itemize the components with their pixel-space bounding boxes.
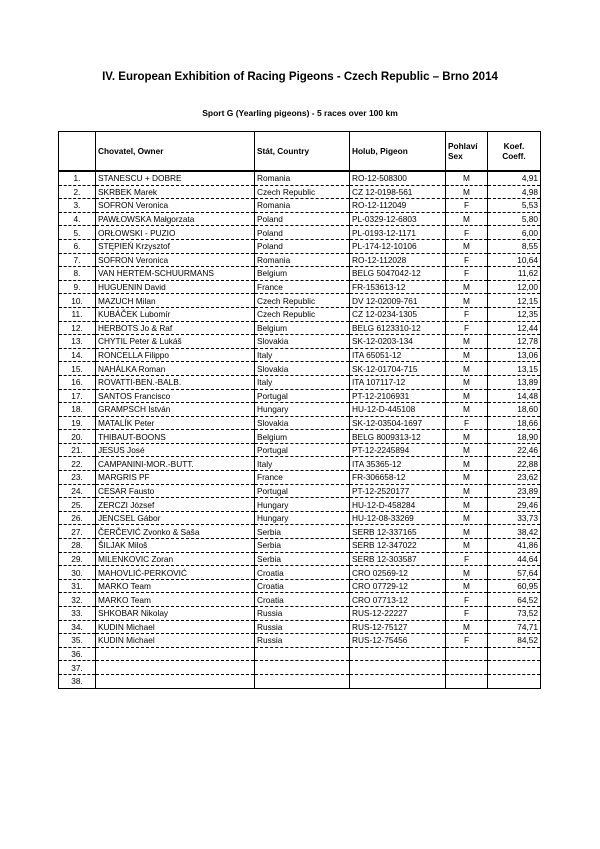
pigeon-cell: DV 12-02009-761	[350, 294, 446, 308]
sex-cell: M	[446, 348, 488, 362]
row-number: 6.	[59, 239, 96, 253]
table-row	[59, 471, 541, 485]
country-cell	[255, 661, 350, 675]
row-number: 11.	[59, 307, 96, 321]
sex-cell: F	[446, 307, 488, 321]
table-row	[59, 362, 541, 376]
table-row	[59, 579, 541, 593]
sex-cell: M	[446, 430, 488, 444]
sex-cell: F	[446, 634, 488, 648]
country-cell: Russia	[255, 607, 350, 621]
coefficient-cell: 12,78	[488, 335, 541, 349]
row-number: 30.	[59, 566, 96, 580]
coefficient-cell: 64,52	[488, 593, 541, 607]
coefficient-cell: 41,86	[488, 539, 541, 553]
owner-cell: SHKOBAR Nikolay	[96, 607, 255, 621]
header-koef-line1: Koef.	[503, 141, 525, 151]
header-sex	[446, 132, 488, 172]
owner-cell: THIBAUT-BOONS	[96, 430, 255, 444]
row-number: 17.	[59, 389, 96, 403]
row-number: 15.	[59, 362, 96, 376]
owner-cell: STANESCU + DOBRE	[96, 171, 255, 185]
coefficient-cell: 12,00	[488, 280, 541, 294]
row-number: 24.	[59, 484, 96, 498]
coefficient-cell: 23,62	[488, 471, 541, 485]
row-number: 16.	[59, 375, 96, 389]
table-row	[59, 199, 541, 213]
row-number: 33.	[59, 607, 96, 621]
pigeon-cell	[350, 661, 446, 675]
coefficient-cell: 23,89	[488, 484, 541, 498]
table-row	[59, 511, 541, 525]
table-row	[59, 280, 541, 294]
table-row	[59, 375, 541, 389]
owner-cell: CESAR Fausto	[96, 484, 255, 498]
country-cell	[255, 674, 350, 688]
table-row	[59, 443, 541, 457]
row-number: 14.	[59, 348, 96, 362]
table-row	[59, 171, 541, 185]
table-row	[59, 389, 541, 403]
owner-cell: CHYTIL Peter & Lukáš	[96, 335, 255, 349]
pigeon-cell: BELG 6123310-12	[350, 321, 446, 335]
owner-cell: JENCSEL Gábor	[96, 511, 255, 525]
sex-cell: M	[446, 212, 488, 226]
pigeon-cell: HU-12-D-458284	[350, 498, 446, 512]
sex-cell: F	[446, 416, 488, 430]
sex-cell: M	[446, 525, 488, 539]
country-cell: Czech Republic	[255, 185, 350, 199]
row-number: 38.	[59, 674, 96, 688]
coefficient-cell: 12,35	[488, 307, 541, 321]
owner-cell: VAN HERTEM-SCHUURMANS	[96, 267, 255, 281]
sex-cell	[446, 661, 488, 675]
country-cell: Slovakia	[255, 362, 350, 376]
pigeon-cell: CRO 02569-12	[350, 566, 446, 580]
row-number: 3.	[59, 199, 96, 213]
results-table	[58, 131, 541, 689]
sex-cell: M	[446, 375, 488, 389]
country-cell: Romania	[255, 171, 350, 185]
row-number: 4.	[59, 212, 96, 226]
document-title: IV. European Exhibition of Racing Pigeons - Czech Republic – Brno 2014	[102, 71, 498, 83]
sex-cell: M	[446, 566, 488, 580]
row-number: 27.	[59, 525, 96, 539]
pigeon-cell: CZ 12-0198-561	[350, 185, 446, 199]
table-row	[59, 620, 541, 634]
country-cell: Croatia	[255, 579, 350, 593]
owner-cell	[96, 647, 255, 661]
sex-cell: F	[446, 607, 488, 621]
row-number: 8.	[59, 267, 96, 281]
country-cell: Serbia	[255, 539, 350, 553]
country-cell: Russia	[255, 620, 350, 634]
pigeon-cell: SK-12-01704-715	[350, 362, 446, 376]
table-row	[59, 525, 541, 539]
row-number: 34.	[59, 620, 96, 634]
table-row	[59, 403, 541, 417]
country-cell: Belgium	[255, 267, 350, 281]
pigeon-cell: PT-12-2520177	[350, 484, 446, 498]
header-country: Stát, Country	[255, 132, 350, 172]
row-number: 12.	[59, 321, 96, 335]
owner-cell: MARKO Team	[96, 593, 255, 607]
table-row	[59, 539, 541, 553]
owner-cell: MARGRIS PF	[96, 471, 255, 485]
sex-cell: M	[446, 471, 488, 485]
owner-cell: SKRBEK Marek	[96, 185, 255, 199]
owner-cell: MARKO Team	[96, 579, 255, 593]
pigeon-cell: BELG 8009313-12	[350, 430, 446, 444]
table-row	[59, 185, 541, 199]
sex-cell: M	[446, 389, 488, 403]
row-number: 23.	[59, 471, 96, 485]
country-cell: Poland	[255, 226, 350, 240]
owner-cell: ČERČEVIĆ Zvonko & Saša	[96, 525, 255, 539]
table-row	[59, 634, 541, 648]
coefficient-cell: 12,44	[488, 321, 541, 335]
owner-cell: ZERCZI József	[96, 498, 255, 512]
table-row	[59, 457, 541, 471]
owner-cell: CAMPANINI-MOR.-BUTT.	[96, 457, 255, 471]
country-cell: Hungary	[255, 498, 350, 512]
table-header-row	[59, 132, 541, 172]
pigeon-cell: ITA 35365-12	[350, 457, 446, 471]
table-row	[59, 239, 541, 253]
coefficient-cell: 13,06	[488, 348, 541, 362]
country-cell	[255, 647, 350, 661]
table-row	[59, 321, 541, 335]
country-cell: Belgium	[255, 321, 350, 335]
owner-cell: KUDIN Michael	[96, 634, 255, 648]
coefficient-cell: 6,00	[488, 226, 541, 240]
owner-cell: MAZUCH Milan	[96, 294, 255, 308]
owner-cell: SOFRON Veronica	[96, 199, 255, 213]
table-row	[59, 647, 541, 661]
country-cell: Italy	[255, 457, 350, 471]
owner-cell: STĘPIEŃ Krzysztof	[96, 239, 255, 253]
coefficient-cell: 57,64	[488, 566, 541, 580]
sex-cell: M	[446, 539, 488, 553]
owner-cell	[96, 661, 255, 675]
country-cell: Czech Republic	[255, 294, 350, 308]
coefficient-cell: 22,46	[488, 443, 541, 457]
sex-cell: M	[446, 498, 488, 512]
sex-cell: M	[446, 185, 488, 199]
row-number: 1.	[59, 171, 96, 185]
country-cell: France	[255, 471, 350, 485]
coefficient-cell	[488, 661, 541, 675]
country-cell: Romania	[255, 253, 350, 267]
table-row	[59, 566, 541, 580]
row-number: 18.	[59, 403, 96, 417]
country-cell: Slovakia	[255, 416, 350, 430]
owner-cell: SOFRON Veronica	[96, 253, 255, 267]
table-row	[59, 498, 541, 512]
row-number: 9.	[59, 280, 96, 294]
owner-cell: ŠILJAK Miloš	[96, 539, 255, 553]
coefficient-cell: 74,71	[488, 620, 541, 634]
table-row	[59, 430, 541, 444]
pigeon-cell: RO-12-112049	[350, 199, 446, 213]
pigeon-cell: FR-153613-12	[350, 280, 446, 294]
row-number: 28.	[59, 539, 96, 553]
sex-cell: M	[446, 457, 488, 471]
header-number	[59, 132, 96, 172]
pigeon-cell: SERB 12-303587	[350, 552, 446, 566]
table-row	[59, 661, 541, 675]
coefficient-cell	[488, 647, 541, 661]
row-number: 35.	[59, 634, 96, 648]
sex-cell: M	[446, 239, 488, 253]
country-cell: Hungary	[255, 403, 350, 417]
pigeon-cell: RO-12-508300	[350, 171, 446, 185]
country-cell: Romania	[255, 199, 350, 213]
owner-cell: RONCELLA Filippo	[96, 348, 255, 362]
country-cell: Slovakia	[255, 335, 350, 349]
coefficient-cell	[488, 674, 541, 688]
pigeon-cell: HU-12-08-33269	[350, 511, 446, 525]
table-row	[59, 416, 541, 430]
table-row	[59, 484, 541, 498]
coefficient-cell: 5,53	[488, 199, 541, 213]
pigeon-cell: SERB 12-347022	[350, 539, 446, 553]
row-number: 13.	[59, 335, 96, 349]
sex-cell: M	[446, 620, 488, 634]
coefficient-cell: 8,55	[488, 239, 541, 253]
sex-cell: M	[446, 294, 488, 308]
pigeon-cell: BELG 5047042-12	[350, 267, 446, 281]
row-number: 36.	[59, 647, 96, 661]
owner-cell: NAHÁLKA Roman	[96, 362, 255, 376]
row-number: 25.	[59, 498, 96, 512]
row-number: 20.	[59, 430, 96, 444]
owner-cell: MAHOVLIĆ-PERKOVIĆ	[96, 566, 255, 580]
coefficient-cell: 84,52	[488, 634, 541, 648]
pigeon-cell: SK-12-03504-1697	[350, 416, 446, 430]
pigeon-cell: PT-12-2245894	[350, 443, 446, 457]
row-number: 32.	[59, 593, 96, 607]
coefficient-cell: 4,91	[488, 171, 541, 185]
sex-cell: F	[446, 226, 488, 240]
owner-cell: KUDIN Michael	[96, 620, 255, 634]
coefficient-cell: 60,95	[488, 579, 541, 593]
sex-cell: M	[446, 335, 488, 349]
pigeon-cell: PL-174-12-10106	[350, 239, 446, 253]
country-cell: Croatia	[255, 593, 350, 607]
country-cell: Poland	[255, 212, 350, 226]
country-cell: Portugal	[255, 484, 350, 498]
row-number: 5.	[59, 226, 96, 240]
coefficient-cell: 18,90	[488, 430, 541, 444]
country-cell: France	[255, 280, 350, 294]
document-subtitle: Sport G (Yearling pigeons) - 5 races over 100 km	[202, 108, 398, 118]
table-row	[59, 212, 541, 226]
table-row	[59, 552, 541, 566]
sex-cell: M	[446, 280, 488, 294]
row-number: 10.	[59, 294, 96, 308]
owner-cell: MILENKOVIC Zoran	[96, 552, 255, 566]
row-number: 7.	[59, 253, 96, 267]
sex-cell: F	[446, 267, 488, 281]
coefficient-cell: 4,98	[488, 185, 541, 199]
pigeon-cell: RUS-12-75456	[350, 634, 446, 648]
country-cell: Serbia	[255, 525, 350, 539]
pigeon-cell: RUS-12-75127	[350, 620, 446, 634]
country-cell: Serbia	[255, 552, 350, 566]
coefficient-cell: 44,64	[488, 552, 541, 566]
sex-cell: M	[446, 443, 488, 457]
country-cell: Russia	[255, 634, 350, 648]
sex-cell: M	[446, 484, 488, 498]
table-row	[59, 593, 541, 607]
coefficient-cell: 73,52	[488, 607, 541, 621]
sex-cell: M	[446, 171, 488, 185]
sex-cell: F	[446, 321, 488, 335]
row-number: 2.	[59, 185, 96, 199]
header-pigeon: Holub, Pigeon	[350, 132, 446, 172]
pigeon-cell: FR-306658-12	[350, 471, 446, 485]
country-cell: Croatia	[255, 566, 350, 580]
owner-cell: HERBOTS Jo & Raf	[96, 321, 255, 335]
table-row	[59, 348, 541, 362]
pigeon-cell: RO-12-112028	[350, 253, 446, 267]
header-coefficient	[488, 132, 541, 172]
header-koef-line2: Coeff.	[502, 151, 526, 161]
header-owner: Chovatel, Owner	[96, 132, 255, 172]
owner-cell: MATALÍK Peter	[96, 416, 255, 430]
owner-cell: ORŁOWSKI - PUZIO	[96, 226, 255, 240]
sex-cell: M	[446, 511, 488, 525]
pigeon-cell: RUS-12-22227	[350, 607, 446, 621]
header-sex-line1: Pohlaví	[448, 141, 478, 151]
coefficient-cell: 18,66	[488, 416, 541, 430]
coefficient-cell: 13,15	[488, 362, 541, 376]
table-row	[59, 335, 541, 349]
row-number: 29.	[59, 552, 96, 566]
pigeon-cell: SK-12-0203-134	[350, 335, 446, 349]
row-number: 21.	[59, 443, 96, 457]
sex-cell: F	[446, 199, 488, 213]
coefficient-cell: 13,89	[488, 375, 541, 389]
sex-cell: M	[446, 403, 488, 417]
pigeon-cell: ITA 107117-12	[350, 375, 446, 389]
pigeon-cell: CRO 07713-12	[350, 593, 446, 607]
table-row	[59, 607, 541, 621]
owner-cell: JESUS José	[96, 443, 255, 457]
row-number: 22.	[59, 457, 96, 471]
owner-cell: KUBÁČEK Lubomír	[96, 307, 255, 321]
row-number: 26.	[59, 511, 96, 525]
pigeon-cell: PL-0193-12-1171	[350, 226, 446, 240]
coefficient-cell: 5,80	[488, 212, 541, 226]
pigeon-cell: ITA 65051-12	[350, 348, 446, 362]
owner-cell: SANTOS Francisco	[96, 389, 255, 403]
table-row	[59, 226, 541, 240]
country-cell: Belgium	[255, 430, 350, 444]
pigeon-cell: PT-12-2106931	[350, 389, 446, 403]
table-row	[59, 267, 541, 281]
table-row	[59, 307, 541, 321]
coefficient-cell: 38,42	[488, 525, 541, 539]
coefficient-cell: 18,60	[488, 403, 541, 417]
sex-cell	[446, 647, 488, 661]
coefficient-cell: 22,88	[488, 457, 541, 471]
pigeon-cell: PL-0329-12-6803	[350, 212, 446, 226]
table-body	[59, 171, 541, 688]
table-row	[59, 294, 541, 308]
owner-cell: ROVATTI-BEN.-BALB.	[96, 375, 255, 389]
pigeon-cell: CZ 12-0234-1305	[350, 307, 446, 321]
country-cell: Portugal	[255, 443, 350, 457]
country-cell: Italy	[255, 375, 350, 389]
table-row	[59, 253, 541, 267]
owner-cell: PAWŁOWSKA Małgorzata	[96, 212, 255, 226]
row-number: 19.	[59, 416, 96, 430]
pigeon-cell	[350, 674, 446, 688]
sex-cell: M	[446, 579, 488, 593]
country-cell: Portugal	[255, 389, 350, 403]
coefficient-cell: 10,64	[488, 253, 541, 267]
pigeon-cell: HU-12-D-445108	[350, 403, 446, 417]
sex-cell: F	[446, 552, 488, 566]
country-cell: Czech Republic	[255, 307, 350, 321]
owner-cell: HUGUENIN David	[96, 280, 255, 294]
coefficient-cell: 12,15	[488, 294, 541, 308]
coefficient-cell: 33,73	[488, 511, 541, 525]
owner-cell: GRAMPSCH István	[96, 403, 255, 417]
coefficient-cell: 11,62	[488, 267, 541, 281]
table-row	[59, 674, 541, 688]
pigeon-cell: SERB 12-337165	[350, 525, 446, 539]
coefficient-cell: 29,46	[488, 498, 541, 512]
country-cell: Poland	[255, 239, 350, 253]
row-number: 31.	[59, 579, 96, 593]
header-sex-line2: Sex	[448, 151, 463, 161]
owner-cell	[96, 674, 255, 688]
pigeon-cell: CRO 07729-12	[350, 579, 446, 593]
pigeon-cell	[350, 647, 446, 661]
coefficient-cell: 14,48	[488, 389, 541, 403]
sex-cell: M	[446, 362, 488, 376]
country-cell: Italy	[255, 348, 350, 362]
country-cell: Hungary	[255, 511, 350, 525]
sex-cell: F	[446, 253, 488, 267]
sex-cell	[446, 674, 488, 688]
sex-cell: F	[446, 593, 488, 607]
row-number: 37.	[59, 661, 96, 675]
